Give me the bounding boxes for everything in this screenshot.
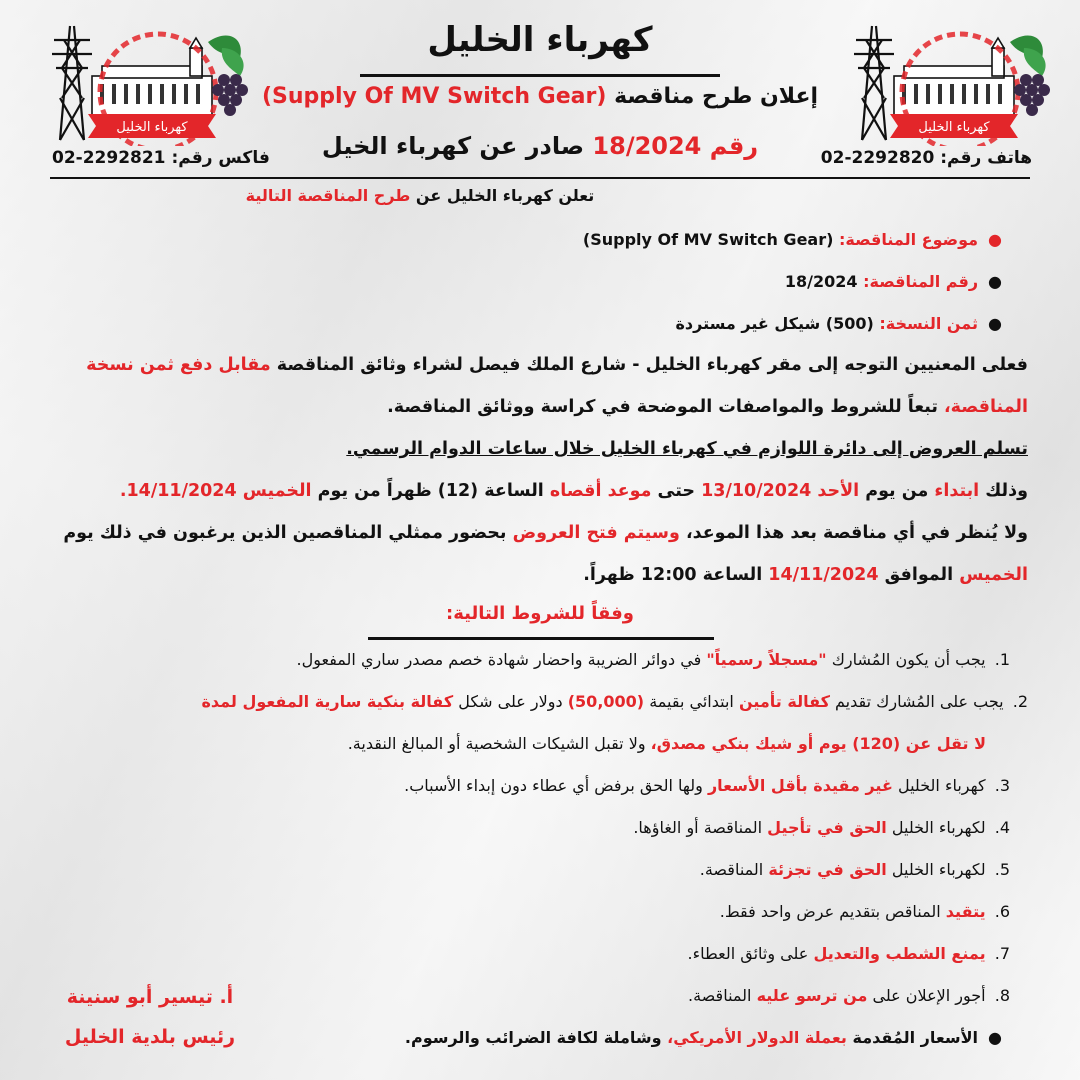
body-highlight: 14/11/2024. <box>119 481 237 501</box>
condition-item-2-line-2 <box>348 734 986 753</box>
body-text: من يوم <box>865 481 929 501</box>
body-text: ولا يُنظر في أي مناقصة بعد هذا الموعد، <box>685 523 1028 543</box>
number-value: 18/2024 <box>592 132 702 160</box>
body-line-3 <box>52 439 1028 459</box>
body-highlight: الأحد 13/10/2024 <box>701 481 860 501</box>
item-highlight: يمنع الشطب والتعديل <box>813 944 986 963</box>
fax-number <box>52 148 270 168</box>
bullet-dot-icon: ● <box>988 230 1002 249</box>
condition-item-2-line-1 <box>201 692 1028 711</box>
conditions-title: وفقاً للشروط التالية: <box>446 603 634 624</box>
phone-value: 02-2292820 <box>820 148 935 168</box>
item-text: يجب على المُشارك تقديم <box>835 692 1004 711</box>
item-text: لكهرباء الخليل <box>891 818 986 837</box>
item-number: 7. <box>994 944 1010 963</box>
item-highlight: (50,000) <box>567 692 645 711</box>
body-text: تسلم العروض إلى دائرة اللوازم في كهرباء الخليل خلال ساعات الدوام الرسمي. <box>346 439 1028 459</box>
item-text: كهرباء الخليل <box>897 776 986 795</box>
body-highlight: الخميس <box>959 565 1028 585</box>
item-highlight: يتقيد <box>945 902 986 921</box>
item-number: 1. <box>994 650 1010 669</box>
bullet-label: ثمن النسخة: <box>879 314 979 333</box>
body-highlight: وسيتم فتح العروض <box>512 523 680 543</box>
item-number: 8. <box>994 986 1010 1005</box>
item-text: يجب أن يكون المُشارك <box>831 650 986 669</box>
item-highlight: الحق في تأجيل <box>767 818 887 837</box>
body-text: فعلى المعنيين التوجه إلى مقر كهرباء الخليل - شارع الملك فيصل لشراء وثائق المناقصة <box>276 355 1028 375</box>
item-number: 3. <box>994 776 1010 795</box>
item-text: المناقص بتقديم عرض واحد فقط. <box>719 902 941 921</box>
condition-item-1 <box>297 650 1011 669</box>
body-line-5 <box>52 523 1028 543</box>
body-text: الموافق <box>884 565 954 585</box>
condition-item-5 <box>700 860 1010 879</box>
item-text: الأسعار المُقدمة <box>852 1028 979 1047</box>
logo-right <box>842 18 1057 146</box>
condition-item-6 <box>720 902 1010 921</box>
bullet-dot-icon: ● <box>988 1028 1002 1047</box>
fax-value: 02-2292821 <box>52 148 166 168</box>
item-text: وشاملة لكافة الضرائب والرسوم. <box>404 1028 662 1047</box>
item-text: لكهرباء الخليل <box>891 860 986 879</box>
tender-announcement <box>240 84 840 109</box>
body-text: حتى <box>657 481 696 501</box>
header-divider <box>50 177 1030 179</box>
item-highlight: الحق في تجزئة <box>768 860 887 879</box>
item-highlight: بعملة الدولار الأمريكي، <box>667 1028 847 1047</box>
item-number: 2. <box>1012 692 1028 711</box>
body-highlight: 14/11/2024 <box>768 565 879 585</box>
item-text: ولها الحق برفض أي عطاء دون إبداء الأسباب. <box>404 776 703 795</box>
body-text: بحضور ممثلي المناقصين الذين يرغبون في ذلك يوم <box>63 523 507 543</box>
item-number: 4. <box>994 818 1010 837</box>
body-line-2 <box>52 397 1028 417</box>
item-text: المناقصة. <box>688 986 752 1005</box>
item-text: المناقصة. <box>699 860 764 879</box>
item-text: ولا تقبل الشيكات الشخصية أو المبالغ النقدية. <box>347 734 646 753</box>
item-text: أجور الإعلان على <box>872 986 986 1005</box>
item-highlight: كفالة بنكية سارية المفعول لمدة <box>201 692 454 711</box>
body-highlight: الخميس <box>242 481 312 501</box>
tender-number-line <box>240 132 840 160</box>
bullet-dot-icon: ● <box>988 314 1002 333</box>
bullet-value: 18/2024 <box>784 272 858 291</box>
item-highlight: كفالة تأمين <box>738 692 830 711</box>
body-line-6 <box>52 565 1028 585</box>
intro-text: تعلن كهرباء الخليل عن <box>415 186 595 205</box>
hebron-electricity-logo-icon <box>40 18 255 146</box>
body-text: الساعة (12) ظهراً من يوم <box>317 481 544 501</box>
item-text: دولار على شكل <box>458 692 563 711</box>
body-line-4 <box>52 481 1028 501</box>
announce-tender-name: (Supply Of MV Switch Gear) <box>261 84 607 109</box>
title-divider <box>360 74 720 77</box>
fax-label: فاكس رقم: <box>171 148 270 168</box>
body-line-1 <box>52 355 1028 375</box>
phone-number <box>821 148 1032 168</box>
prices-note <box>405 1028 1002 1047</box>
item-text: المناقصة أو الغاؤها. <box>633 818 763 837</box>
condition-item-3 <box>404 776 1010 795</box>
phone-label: هاتف رقم: <box>940 148 1032 168</box>
item-number: 5. <box>994 860 1010 879</box>
logo-left <box>40 18 255 146</box>
body-highlight: المناقصة، <box>944 397 1028 417</box>
bullet-tender-number <box>785 272 1002 291</box>
bullet-value: (Supply Of MV Switch Gear) <box>582 230 834 249</box>
condition-item-7 <box>688 944 1011 963</box>
condition-item-8 <box>688 986 1010 1005</box>
body-highlight: مقابل دفع ثمن نسخة <box>86 355 271 375</box>
item-text: في دوائر الضريبة واحضار شهادة خصم مصدر ساري المفعول. <box>296 650 702 669</box>
logo-ribbon-text: كهرباء الخليل <box>918 120 990 135</box>
signatory-name: أ. تيسير أبو سنينة <box>66 986 234 1008</box>
number-suffix: صادر عن كهرباء الخيل <box>321 132 585 160</box>
body-text: الساعة 12:00 ظهراً. <box>583 565 763 585</box>
body-highlight: ابتداء <box>934 481 980 501</box>
item-text: على وثائق العطاء. <box>687 944 809 963</box>
bullet-label: موضوع المناقصة: <box>839 230 979 249</box>
item-number: 6. <box>994 902 1010 921</box>
announce-prefix: إعلان طرح مناقصة <box>614 84 819 109</box>
bullet-copy-price <box>675 314 1002 333</box>
signatory-title: رئيس بلدية الخليل <box>64 1026 236 1048</box>
condition-item-4 <box>633 818 1010 837</box>
intro-line <box>100 186 740 205</box>
conditions-divider <box>368 637 714 640</box>
hebron-electricity-logo-icon <box>842 18 1057 146</box>
item-highlight: "مسجلاً رسمياً" <box>706 650 827 669</box>
bullet-label: رقم المناقصة: <box>863 272 979 291</box>
bullet-value: (500) شيكل غير مستردة <box>675 314 874 333</box>
bullet-tender-subject <box>583 230 1002 249</box>
number-prefix: رقم <box>709 132 759 160</box>
item-highlight: لا تقل عن (120) يوم أو شيك بنكي مصدق، <box>650 734 986 753</box>
item-highlight: غير مقيدة بأقل الأسعار <box>707 776 893 795</box>
page-title: كهرباء الخليل <box>427 20 653 60</box>
logo-ribbon-text: كهرباء الخليل <box>116 120 188 135</box>
item-text: ابتدائي بقيمة <box>649 692 734 711</box>
intro-highlight: طرح المناقصة التالية <box>245 186 411 205</box>
body-highlight: موعد أقصاه <box>549 481 652 501</box>
body-text: وذلك <box>985 481 1028 501</box>
bullet-dot-icon: ● <box>988 272 1002 291</box>
body-text: تبعاً للشروط والمواصفات الموضحة في كراسة ووثائق المناقصة. <box>387 397 938 417</box>
item-highlight: من ترسو عليه <box>756 986 868 1005</box>
